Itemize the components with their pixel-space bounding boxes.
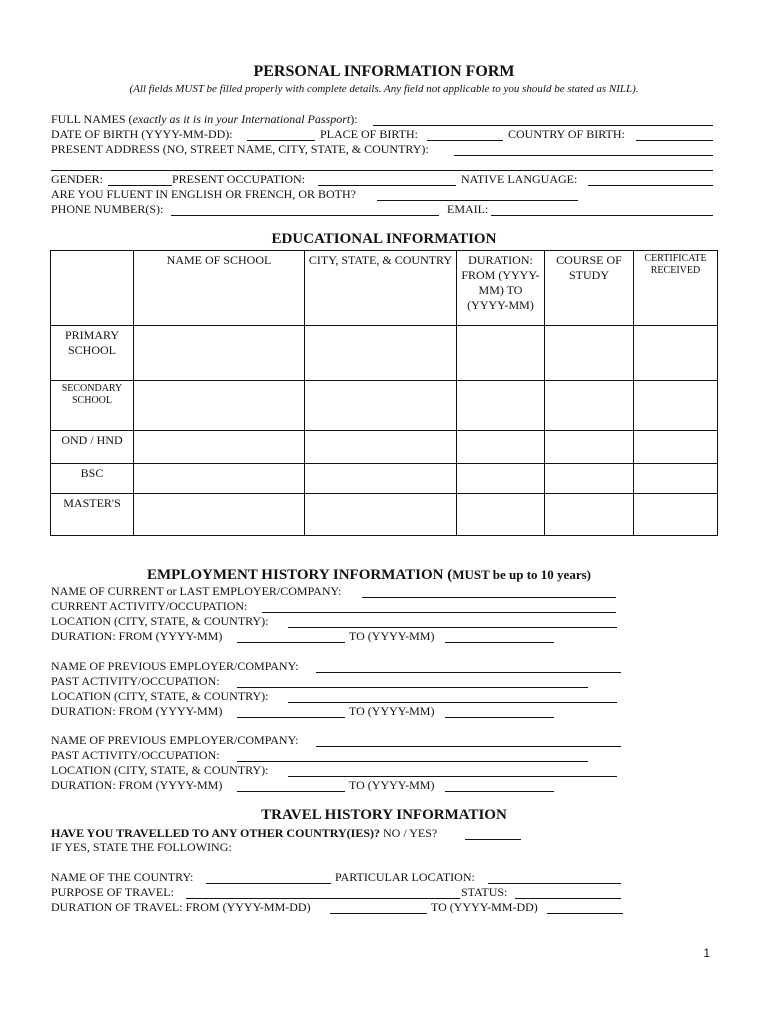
ond-duration-cell[interactable]	[457, 431, 545, 464]
present-address-field[interactable]	[454, 155, 713, 156]
travel-duration-to-label: TO (YYYY-MM-DD)	[431, 900, 538, 914]
primary-city-cell[interactable]	[305, 326, 457, 381]
current-location-field[interactable]	[288, 627, 617, 628]
previous-location-1-field[interactable]	[288, 702, 617, 703]
previous-duration-to-1-field[interactable]	[445, 717, 554, 718]
current-duration-to-field[interactable]	[445, 642, 554, 643]
primary-course-cell[interactable]	[545, 326, 634, 381]
bsc-city-cell[interactable]	[305, 464, 457, 494]
previous-duration-from-2-field[interactable]	[237, 791, 345, 792]
ond-name-cell[interactable]	[134, 431, 305, 464]
secondary-name-cell[interactable]	[134, 381, 305, 431]
present-address-label: PRESENT ADDRESS (NO, STREET NAME, CITY, STATE, & COUNTRY):	[51, 142, 429, 156]
previous-duration-to-2-field[interactable]	[445, 791, 554, 792]
past-activity-2-label: PAST ACTIVITY/OCCUPATION:	[51, 748, 220, 762]
masters-name-cell[interactable]	[134, 494, 305, 536]
gender-label: GENDER:	[51, 172, 103, 186]
travel-duration-to-field[interactable]	[547, 913, 623, 914]
travel-location-label: PARTICULAR LOCATION:	[335, 870, 475, 884]
past-activity-1-label: PAST ACTIVITY/OCCUPATION:	[51, 674, 220, 688]
ond-course-cell[interactable]	[545, 431, 634, 464]
country-of-birth-label: COUNTRY OF BIRTH:	[508, 127, 625, 141]
place-of-birth-field[interactable]	[427, 140, 503, 141]
employment-heading: EMPLOYMENT HISTORY INFORMATION (MUST be up to 10 years)	[147, 567, 591, 583]
past-activity-2-field[interactable]	[237, 761, 588, 762]
dob-label: DATE OF BIRTH (YYYY-MM-DD):	[51, 127, 233, 141]
present-address-field-2[interactable]	[51, 170, 713, 171]
primary-name-cell[interactable]	[134, 326, 305, 381]
gender-field[interactable]	[108, 185, 172, 186]
secondary-duration-cell[interactable]	[457, 381, 545, 431]
fluent-label: ARE YOU FLUENT IN ENGLISH OR FRENCH, OR BOTH?	[51, 187, 356, 201]
masters-duration-cell[interactable]	[457, 494, 545, 536]
previous-employer-1-field[interactable]	[316, 672, 621, 673]
present-occupation-field[interactable]	[318, 185, 456, 186]
education-header-row	[51, 251, 718, 326]
current-activity-field[interactable]	[262, 612, 616, 613]
travel-duration-from-label: DURATION OF TRAVEL: FROM (YYYY-MM-DD)	[51, 900, 311, 914]
previous-duration-to-1-label: TO (YYYY-MM)	[349, 704, 435, 718]
bsc-course-cell[interactable]	[545, 464, 634, 494]
current-employer-field[interactable]	[362, 597, 616, 598]
row-label-bsc: BSC	[51, 464, 134, 494]
country-of-birth-field[interactable]	[636, 140, 713, 141]
phone-field[interactable]	[171, 215, 439, 216]
travel-purpose-field[interactable]	[186, 898, 460, 899]
masters-certificate-cell[interactable]	[634, 494, 718, 536]
secondary-city-cell[interactable]	[305, 381, 457, 431]
previous-location-2-label: LOCATION (CITY, STATE, & COUNTRY):	[51, 763, 269, 777]
education-row-primary	[51, 326, 718, 381]
education-row-bsc	[51, 464, 718, 494]
education-row-ond-hnd	[51, 431, 718, 464]
fluent-field[interactable]	[377, 200, 578, 201]
primary-certificate-cell[interactable]	[634, 326, 718, 381]
education-row-masters	[51, 494, 718, 536]
current-duration-to-label: TO (YYYY-MM)	[349, 629, 435, 643]
travel-purpose-label: PURPOSE OF TRAVEL:	[51, 885, 174, 899]
previous-duration-from-1-label: DURATION: FROM (YYYY-MM)	[51, 704, 223, 718]
form-subtitle: (All fields MUST be filled properly with complete details. Any field not applicable to you should be stated as NILL).	[129, 83, 639, 95]
travel-status-label: STATUS:	[461, 885, 508, 899]
travel-if-yes-label: IF YES, STATE THE FOLLOWING:	[51, 840, 232, 854]
present-occupation-label: PRESENT OCCUPATION:	[172, 172, 306, 186]
travel-answer-field[interactable]	[465, 839, 521, 840]
previous-location-1-label: LOCATION (CITY, STATE, & COUNTRY):	[51, 689, 269, 703]
full-names-field[interactable]	[373, 125, 713, 126]
previous-duration-from-2-label: DURATION: FROM (YYYY-MM)	[51, 778, 223, 792]
secondary-course-cell[interactable]	[545, 381, 634, 431]
previous-employer-1-label: NAME OF PREVIOUS EMPLOYER/COMPANY:	[51, 659, 299, 673]
past-activity-1-field[interactable]	[237, 687, 588, 688]
masters-course-cell[interactable]	[545, 494, 634, 536]
current-duration-from-field[interactable]	[237, 642, 345, 643]
travel-country-field[interactable]	[206, 883, 331, 884]
header-course-of-study: COURSE OF STUDY	[545, 251, 634, 326]
bsc-name-cell[interactable]	[134, 464, 305, 494]
place-of-birth-label: PLACE OF BIRTH:	[320, 127, 418, 141]
current-activity-label: CURRENT ACTIVITY/OCCUPATION:	[51, 599, 248, 613]
email-field[interactable]	[491, 215, 713, 216]
native-language-label: NATIVE LANGUAGE:	[461, 172, 578, 186]
row-label-ond-hnd: OND / HND	[51, 431, 134, 464]
row-label-secondary: SECONDARY SCHOOL	[51, 381, 134, 431]
full-names-label: FULL NAMES (exactly as it is in your International Passport):	[51, 112, 358, 126]
previous-employer-2-field[interactable]	[316, 746, 621, 747]
dob-field[interactable]	[247, 140, 315, 141]
current-duration-from-label: DURATION: FROM (YYYY-MM)	[51, 629, 223, 643]
phone-label: PHONE NUMBER(S):	[51, 202, 164, 216]
header-duration: DURATION: FROM (YYYY-MM) TO (YYYY-MM)	[457, 251, 545, 326]
masters-city-cell[interactable]	[305, 494, 457, 536]
education-header-empty	[51, 251, 134, 326]
travel-heading: TRAVEL HISTORY INFORMATION	[261, 807, 507, 823]
bsc-certificate-cell[interactable]	[634, 464, 718, 494]
native-language-field[interactable]	[588, 185, 713, 186]
education-row-secondary	[51, 381, 718, 431]
travel-status-field[interactable]	[515, 898, 621, 899]
secondary-certificate-cell[interactable]	[634, 381, 718, 431]
form-title: PERSONAL INFORMATION FORM	[253, 63, 515, 80]
header-certificate-received: CERTIFICATE RECEIVED	[634, 251, 718, 326]
travel-question: HAVE YOU TRAVELLED TO ANY OTHER COUNTRY(IES)? NO / YES?	[51, 826, 438, 840]
previous-employer-2-label: NAME OF PREVIOUS EMPLOYER/COMPANY:	[51, 733, 299, 747]
previous-duration-to-2-label: TO (YYYY-MM)	[349, 778, 435, 792]
row-label-primary: PRIMARY SCHOOL	[51, 326, 134, 381]
education-table	[50, 250, 718, 536]
ond-city-cell[interactable]	[305, 431, 457, 464]
page-number: 1	[703, 946, 710, 960]
ond-certificate-cell[interactable]	[634, 431, 718, 464]
previous-duration-from-1-field[interactable]	[237, 717, 345, 718]
previous-location-2-field[interactable]	[288, 776, 617, 777]
travel-location-field[interactable]	[488, 883, 621, 884]
header-name-of-school: NAME OF SCHOOL	[134, 251, 305, 326]
current-location-label: LOCATION (CITY, STATE, & COUNTRY):	[51, 614, 269, 628]
primary-duration-cell[interactable]	[457, 326, 545, 381]
header-city-state-country: CITY, STATE, & COUNTRY	[305, 251, 457, 326]
travel-duration-from-field[interactable]	[330, 913, 427, 914]
bsc-duration-cell[interactable]	[457, 464, 545, 494]
email-label: EMAIL:	[447, 202, 489, 216]
row-label-masters: MASTER'S	[51, 494, 134, 536]
education-heading: EDUCATIONAL INFORMATION	[271, 231, 497, 247]
current-employer-label: NAME OF CURRENT or LAST EMPLOYER/COMPANY:	[51, 584, 342, 598]
travel-country-label: NAME OF THE COUNTRY:	[51, 870, 194, 884]
